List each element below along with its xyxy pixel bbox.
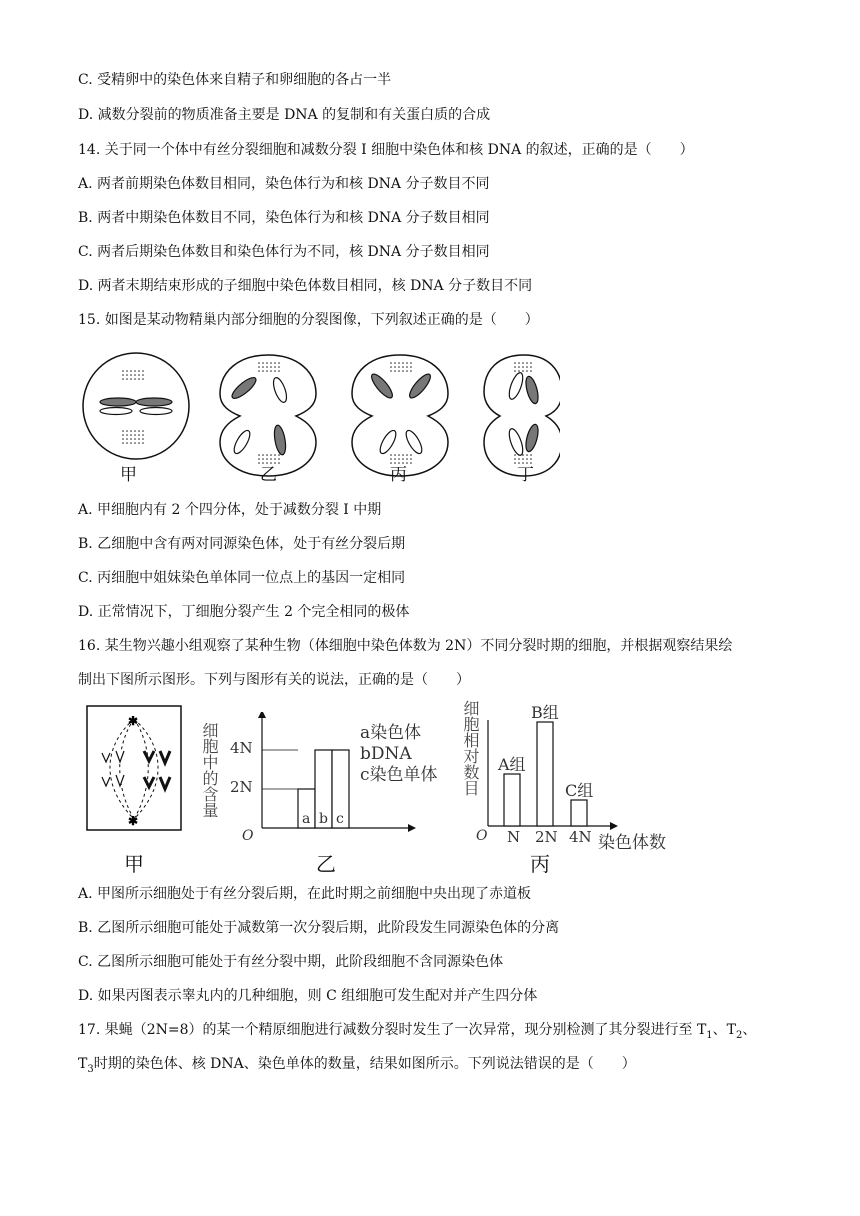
figure-16-yi-chart bbox=[228, 712, 458, 842]
bing-bar-N bbox=[504, 774, 520, 826]
fig16-label-yi: 乙 bbox=[316, 852, 336, 876]
q14-option-a: A. 两者前期染色体数目相同，染色体行为和核 DNA 分子数目不同 bbox=[78, 176, 490, 192]
cell-bing bbox=[352, 355, 448, 476]
cell-yi bbox=[220, 355, 316, 476]
option-d-line: D. 减数分裂前的物质准备主要是 DNA 的复制和有关蛋白质的合成 bbox=[78, 107, 491, 123]
fig16-label-bing: 丙 bbox=[530, 852, 550, 876]
fig15-label-yi: 乙 bbox=[260, 465, 277, 485]
svg-text:✱: ✱ bbox=[128, 714, 139, 728]
q16-option-c: C. 乙图所示细胞可能处于有丝分裂中期，此阶段细胞不含同源染色体 bbox=[78, 954, 504, 970]
cell-jia bbox=[83, 353, 189, 459]
question-16-line1: 16. 某生物兴趣小组观察了某种生物（体细胞中染色体数为 2N）不同分裂时期的细胞，并根据观察结果绘 bbox=[78, 638, 733, 654]
q16-option-b: B. 乙图所示细胞可能处于减数第一次分裂后期，此阶段发生同源染色体的分离 bbox=[78, 920, 560, 936]
yi-bar-letter-c: c bbox=[336, 811, 344, 827]
question-15: 15. 如图是某动物精巢内部分细胞的分裂图像，下列叙述正确的是（ ） bbox=[78, 312, 539, 328]
q15-option-a: A. 甲细胞内有 2 个四分体，处于减数分裂 I 中期 bbox=[78, 502, 382, 518]
question-17-line2: $T_3$时期的染色体、核 DNA、染色单体的数量，结果如图所示。下列说法错误的是（ ） bbox=[78, 1056, 636, 1075]
fig16-bing-ylabel: 细胞相对数目 bbox=[461, 700, 480, 796]
bing-group-label-1: B组 bbox=[531, 703, 559, 722]
bing-bar-4N bbox=[571, 800, 587, 826]
question-17-line1: 17. 果蝇（2N=8）的某一个精原细胞进行减数分裂时发生了一次异常，现分别检测了其分裂进行至 $T_1$、$T_2$、 bbox=[78, 1022, 757, 1041]
bing-tick-N: N bbox=[507, 828, 521, 846]
q14-option-b: B. 两者中期染色体数目不同，染色体行为和核 DNA 分子数目相同 bbox=[78, 210, 490, 226]
q15-option-c: C. 丙细胞中姐妹染色单体同一位点上的基因一定相同 bbox=[78, 570, 406, 586]
bing-group-label-2: C组 bbox=[565, 781, 594, 800]
figure-15-cells bbox=[70, 350, 560, 485]
figure-16-jia-cell bbox=[86, 705, 182, 831]
question-16-line2: 制出下图所示图形。下列与图形有关的说法，正确的是（ ） bbox=[78, 672, 470, 688]
question-14: 14. 关于同一个体中有丝分裂细胞和减数分裂 I 细胞中染色体和核 DNA 的叙述，正确的是（ ） bbox=[78, 142, 694, 158]
fig15-label-jia: 甲 bbox=[120, 465, 137, 485]
yi-tick-4N: 4N bbox=[230, 739, 253, 757]
q16-option-a: A. 甲图所示细胞处于有丝分裂后期，在此时期之前细胞中央出现了赤道板 bbox=[78, 886, 532, 902]
figure-16-bing-chart bbox=[472, 700, 682, 855]
yi-tick-2N: 2N bbox=[230, 778, 253, 796]
fig16-label-jia: 甲 bbox=[124, 852, 144, 876]
q14-option-c: C. 两者后期染色体数目和染色体行为不同，核 DNA 分子数目相同 bbox=[78, 244, 490, 260]
cell-ding bbox=[484, 355, 560, 476]
yi-bar-letter-b: b bbox=[319, 811, 328, 827]
bing-xlabel: 染色体数 bbox=[598, 833, 666, 853]
fig15-label-bing: 丙 bbox=[390, 465, 407, 485]
q14-option-d: D. 两者末期结束形成的子细胞中染色体数目相同，核 DNA 分子数目不同 bbox=[78, 278, 533, 294]
bing-tick-2N: 2N bbox=[535, 828, 558, 846]
fig16-yi-ylabel: 细胞中的含量 bbox=[200, 722, 219, 818]
yi-legend-a: a染色体 bbox=[360, 723, 422, 743]
yi-origin: O bbox=[242, 828, 254, 842]
bing-tick-4N: 4N bbox=[569, 828, 592, 846]
bing-origin: O bbox=[476, 828, 488, 844]
q16-option-d: D. 如果丙图表示睾丸内的几种细胞，则 C 组细胞可发生配对并产生四分体 bbox=[78, 988, 538, 1004]
bing-bar-2N bbox=[537, 722, 553, 826]
q15-option-b: B. 乙细胞中含有两对同源染色体，处于有丝分裂后期 bbox=[78, 536, 406, 552]
fig15-label-ding: 丁 bbox=[517, 465, 534, 485]
svg-text:✱: ✱ bbox=[128, 814, 139, 828]
yi-bar-letter-a: a bbox=[302, 811, 311, 827]
bing-group-label-0: A组 bbox=[498, 755, 526, 774]
q15-option-d: D. 正常情况下，丁细胞分裂产生 2 个完全相同的极体 bbox=[78, 604, 410, 620]
yi-legend-c: c染色单体 bbox=[360, 765, 438, 785]
option-c-line: C. 受精卵中的染色体来自精子和卵细胞的各占一半 bbox=[78, 72, 392, 88]
yi-legend-b: bDNA bbox=[360, 744, 412, 764]
